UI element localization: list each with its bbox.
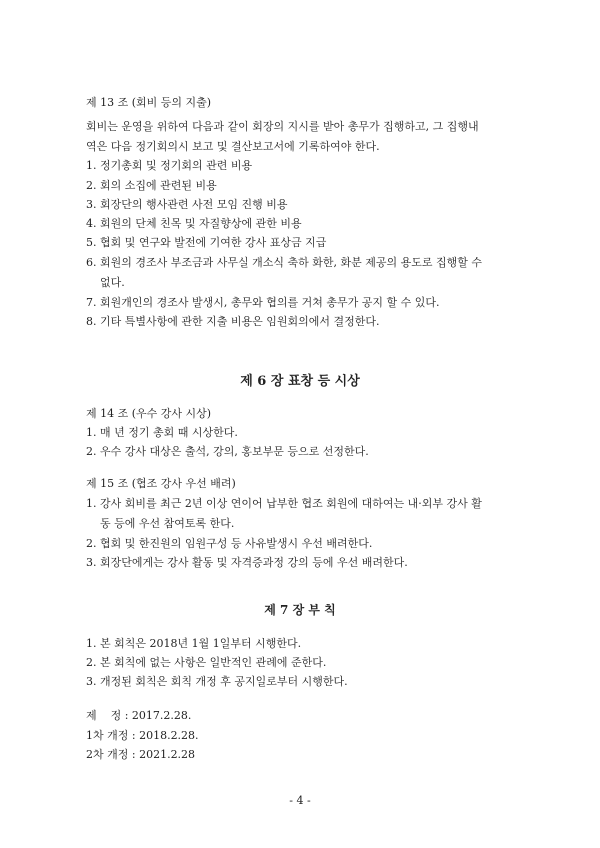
article-13-intro-line-1: 회비는 운영을 위하여 다음과 같이 회장의 지시를 받아 총무가 집행하고, 그 집행내	[86, 120, 479, 133]
article-13-item: 2. 회의 소집에 관련된 비용	[86, 179, 217, 192]
supplementary-item: 1. 본 회칙은 2018년 1월 1일부터 시행한다.	[86, 637, 302, 650]
article-14-title: 제 14 조 (우수 강사 시상)	[86, 407, 212, 420]
article-13-item-continuation: 없다.	[100, 276, 125, 289]
article-13-intro-line-2: 역은 다음 정기회의시 보고 및 결산보고서에 기록하여야 한다.	[86, 140, 380, 153]
article-13-item: 5. 협회 및 연구와 발전에 기여한 강사 표상금 지급	[86, 236, 327, 249]
article-14-item: 2. 우수 강사 대상은 출석, 강의, 홍보부문 등으로 선정한다.	[86, 445, 369, 458]
article-15-item: 2. 협회 및 한진원의 임원구성 등 사유발생시 우선 배려한다.	[86, 537, 373, 550]
article-13-item: 3. 회장단의 행사관련 사전 모임 진행 비용	[86, 198, 288, 211]
article-15-item: 3. 회장단에게는 강사 활동 및 자격증과정 강의 등에 우선 배려한다.	[86, 556, 408, 569]
article-15-title: 제 15 조 (협조 강사 우선 배려)	[86, 477, 236, 490]
article-13-item: 7. 회원개인의 경조사 발생시, 총무와 협의를 거쳐 총무가 공지 할 수 있다.	[86, 296, 440, 309]
chapter-7-heading: 제 7 장 부 칙	[264, 603, 336, 617]
article-15-item: 1. 강사 회비를 최근 2년 이상 연이어 납부한 협조 회원에 대하여는 내·외부 강사 활	[86, 497, 482, 510]
revision-date: 1차 개정 : 2018.2.28.	[86, 729, 199, 742]
supplementary-item: 3. 개정된 회칙은 회칙 개정 후 공지일로부터 시행한다.	[86, 675, 348, 688]
article-13-item: 1. 정기총회 및 정기회의 관련 비용	[86, 159, 253, 172]
article-13-title: 제 13 조 (회비 등의 지출)	[86, 96, 212, 109]
article-15-item-continuation: 동 등에 우선 참여토록 한다.	[100, 517, 235, 530]
supplementary-item: 2. 본 회칙에 없는 사항은 일반적인 관례에 준한다.	[86, 656, 327, 669]
article-14-item: 1. 매 년 정기 총회 때 시상한다.	[86, 426, 238, 439]
revision-date: 2차 개정 : 2021.2.28	[86, 748, 196, 761]
article-13-item: 6. 회원의 경조사 부조금과 사무실 개소식 축하 화한, 화분 제공의 용도로 집행할 수	[86, 256, 482, 269]
chapter-6-heading: 제 6 장 표창 등 시상	[240, 374, 360, 389]
article-13-item: 4. 회원의 단체 친목 및 자질향상에 관한 비용	[86, 217, 302, 230]
page-number: - 4 -	[289, 794, 311, 807]
article-13-item: 8. 기타 특별사항에 관한 지출 비용은 임원회의에서 결정한다.	[86, 315, 380, 328]
enactment-date: 제 정 : 2017.2.28.	[86, 709, 192, 722]
